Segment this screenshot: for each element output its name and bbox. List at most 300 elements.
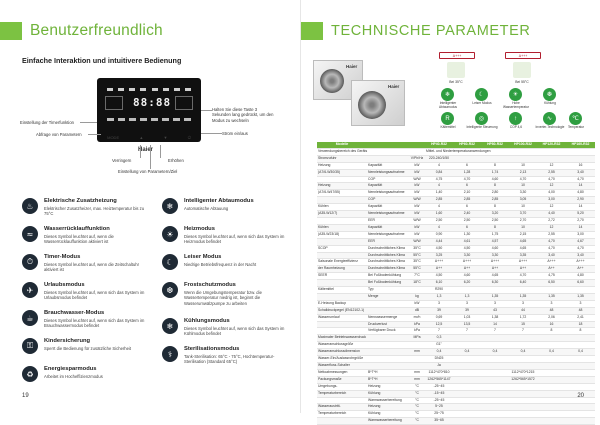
table-cell: 12 xyxy=(537,162,566,169)
table-cell: 1,3 xyxy=(453,293,481,300)
feature-item xyxy=(162,226,290,256)
table-cell xyxy=(367,148,409,155)
feature-title: Leiser Modus xyxy=(184,254,222,260)
inverter-icon: ∿ xyxy=(543,112,556,125)
table-cell xyxy=(481,376,509,383)
table-cell xyxy=(317,328,367,335)
feature-item xyxy=(22,310,150,340)
table-row xyxy=(317,211,595,218)
table-row xyxy=(317,356,595,363)
table-cell: kW xyxy=(409,224,425,231)
table-row xyxy=(317,369,595,376)
table-cell: Warmwasserbereitung xyxy=(367,418,409,425)
feature-title: Intelligenter Abtaumodus xyxy=(184,198,254,204)
table-cell xyxy=(317,280,367,287)
cooling-icon: ❆ xyxy=(543,88,556,101)
outdoor-unit xyxy=(351,80,405,126)
table-cell: 12,5 xyxy=(425,321,453,328)
table-cell: 1,38 xyxy=(481,314,509,321)
table-cell: 2,50 xyxy=(425,217,453,224)
heating-icon: ☀ xyxy=(509,88,522,101)
table-cell xyxy=(317,321,367,328)
feature-item xyxy=(22,282,150,312)
feature-icon-label: Intelligente Steuerung xyxy=(466,125,498,129)
table-cell: 0,4 xyxy=(453,349,481,356)
table-cell: 55°C xyxy=(409,266,425,273)
table-cell: 3 xyxy=(453,300,481,307)
table-cell: °C xyxy=(409,397,425,404)
table-cell: 0,4 xyxy=(509,349,537,356)
table-cell xyxy=(566,383,595,390)
table-cell: Kühlen xyxy=(317,224,367,231)
table-cell xyxy=(566,155,595,162)
quiet-icon: ☾ xyxy=(162,254,178,270)
table-cell: 8 xyxy=(537,328,566,335)
table-cell xyxy=(453,335,481,342)
table-cell: 0,4 xyxy=(425,349,453,356)
table-cell: 0,69 xyxy=(425,314,453,321)
table-cell: 6,50 xyxy=(537,280,566,287)
table-cell xyxy=(453,404,481,411)
table-cell: kW xyxy=(409,183,425,190)
table-cell: SEER xyxy=(317,273,367,280)
table-row xyxy=(317,162,595,169)
table-cell xyxy=(509,404,537,411)
energy-rating-badge: A+++ xyxy=(505,52,541,59)
table-row xyxy=(317,183,595,190)
table-cell xyxy=(317,217,367,224)
table-cell: A+++ xyxy=(509,259,537,266)
table-cell xyxy=(537,335,566,342)
table-cell: 7 xyxy=(509,328,537,335)
table-cell: Kühlung xyxy=(367,411,409,418)
table-cell: 1262*565*1147 xyxy=(425,376,453,383)
table-cell xyxy=(537,148,566,155)
table-cell xyxy=(509,411,537,418)
table-cell: EER xyxy=(367,217,409,224)
table-cell: 14 xyxy=(566,224,595,231)
table-cell: °C xyxy=(409,383,425,390)
table-cell: mm xyxy=(409,376,425,383)
defrost-icon: ❄ xyxy=(441,88,454,101)
table-cell xyxy=(453,376,481,383)
table-cell xyxy=(537,376,566,383)
leader-setting xyxy=(150,145,151,169)
table-cell: 2,85 xyxy=(453,197,481,204)
table-cell: Heizung xyxy=(317,162,367,169)
fan-grille xyxy=(320,69,344,93)
table-cell: 10 xyxy=(509,183,537,190)
holiday-icon: ✈ xyxy=(22,282,38,298)
table-cell: 14 xyxy=(566,204,595,211)
table-cell: Druckverlust xyxy=(367,321,409,328)
callout-mode-text: Halten Sie diese Taste 3 Sekunden lang gedrückt, um den Modus zu wechseln xyxy=(212,107,274,123)
table-cell: 8 xyxy=(566,328,595,335)
table-cell xyxy=(566,342,595,349)
table-cell: 0,84 xyxy=(425,169,453,176)
table-cell: 3,30 xyxy=(509,190,537,197)
unit-logo: Haier xyxy=(346,64,358,69)
table-cell: Nettoabmessungen xyxy=(317,369,367,376)
table-cell: A+++ xyxy=(453,259,481,266)
table-cell: Stromzufuhr xyxy=(317,155,367,162)
table-header: HP120-R32 xyxy=(537,142,566,148)
table-header: Modelle xyxy=(317,142,367,148)
table-cell: 2,13 xyxy=(509,169,537,176)
table-cell: Schalldruckpegel (EN12102-1) xyxy=(317,307,367,314)
feature-desc: Dieses Symbol leuchtet auf, wenn sich das System im Kühlmodus befindet xyxy=(184,325,285,337)
table-cell xyxy=(367,300,409,307)
table-cell: COP xyxy=(367,176,409,183)
table-cell: 6 xyxy=(453,183,481,190)
table-cell: kW xyxy=(409,169,425,176)
callout-decrease: Verringern xyxy=(112,158,132,163)
table-cell: 44 xyxy=(509,307,537,314)
table-cell: 4,50 xyxy=(425,245,453,252)
table-cell: 2,85 xyxy=(425,197,453,204)
table-cell: (A35-W12/7) xyxy=(317,211,367,218)
table-cell: 2,41 xyxy=(566,314,595,321)
table-cell: Saisonale Energieeffizienz xyxy=(317,259,367,266)
table-cell xyxy=(537,369,566,376)
table-cell: kW xyxy=(409,211,425,218)
page-number-left: 19 xyxy=(22,393,29,399)
table-cell: °C xyxy=(409,404,425,411)
table-cell: 4,70 xyxy=(566,245,595,252)
table-cell: 43 xyxy=(481,307,509,314)
table-cell xyxy=(509,383,537,390)
table-cell: Wasserfluss-Schalter xyxy=(317,363,367,370)
table-row xyxy=(317,293,595,300)
table-row xyxy=(317,176,595,183)
table-row xyxy=(317,300,595,307)
table-cell xyxy=(566,418,595,425)
table-row xyxy=(317,418,595,425)
table-cell xyxy=(317,176,367,183)
table-cell: 3,70 xyxy=(509,211,537,218)
feature-item xyxy=(22,198,150,228)
table-cell: 3,40 xyxy=(566,169,595,176)
energy-rating-badge: A+++ xyxy=(439,52,475,59)
table-row xyxy=(317,376,595,383)
table-cell: 55°C xyxy=(409,252,425,259)
feature-item xyxy=(22,366,150,396)
table-cell: 2,55 xyxy=(537,231,566,238)
table-cell: Umgebungs- xyxy=(317,383,367,390)
table-cell: m³/h xyxy=(409,314,425,321)
table-cell: Wasser-Ein/Auslassrohrgröße xyxy=(317,356,367,363)
table-cell xyxy=(317,293,367,300)
table-cell xyxy=(509,397,537,404)
feature-icon-label: Kühlung xyxy=(544,101,556,105)
table-cell: 3,30 xyxy=(453,252,481,259)
table-cell xyxy=(367,307,409,314)
callout-params: Abfrage von Parametern xyxy=(36,132,82,137)
table-cell xyxy=(453,411,481,418)
table-cell: -25~45 xyxy=(425,383,453,390)
table-cell xyxy=(453,418,481,425)
table-cell: Maximaler Betriebswasserdruck xyxy=(317,335,367,342)
table-cell: 8 xyxy=(481,224,509,231)
table-row xyxy=(317,273,595,280)
table-cell xyxy=(566,356,595,363)
table-cell: 3,05 xyxy=(509,197,537,204)
feature-item xyxy=(162,346,290,376)
quiet-icon: ☾ xyxy=(475,88,488,101)
table-cell: Heizung xyxy=(317,183,367,190)
table-header: HP60-R32 xyxy=(453,142,481,148)
left-page xyxy=(0,0,300,413)
table-cell: 4,70 xyxy=(509,176,537,183)
table-row xyxy=(317,321,595,328)
table-cell: 2,72 xyxy=(537,217,566,224)
table-cell: Kapazität xyxy=(367,204,409,211)
frost-icon: ❆ xyxy=(162,282,178,298)
table-cell xyxy=(481,404,509,411)
table-row xyxy=(317,217,595,224)
table-cell: B*T*H xyxy=(367,376,409,383)
table-cell: 1,03 xyxy=(453,314,481,321)
table-cell: A++ xyxy=(566,266,595,273)
feature-desc: Wenn die Umgebungstemperatur bzw. die Wassertemperatur niedrig ist, beginnt die Wasserumwälzpumpe zu arbeiten xyxy=(184,289,262,306)
feature-title: Sterilisationsmodus xyxy=(184,346,240,352)
feature-title: Elektrische Zusatzheizung xyxy=(44,198,117,204)
table-cell: 4,65 xyxy=(509,238,537,245)
table-row xyxy=(317,238,595,245)
table-header: HP160-R32 xyxy=(566,142,595,148)
table-cell xyxy=(537,287,566,294)
table-cell xyxy=(481,418,509,425)
table-cell: 16 xyxy=(537,321,566,328)
table-cell: Bei Fußbodenkühlung xyxy=(367,273,409,280)
table-cell: kW xyxy=(409,162,425,169)
table-cell: Kapazität xyxy=(367,162,409,169)
table-cell: 0,4 xyxy=(481,349,509,356)
table-cell xyxy=(409,356,425,363)
table-cell xyxy=(367,342,409,349)
table-cell xyxy=(453,155,481,162)
table-cell: °C xyxy=(409,418,425,425)
table-cell: °C xyxy=(409,390,425,397)
table-row xyxy=(317,280,595,287)
table-cell: 4,57 xyxy=(481,238,509,245)
table-cell: 8 xyxy=(481,204,509,211)
table-cell: der Raumheizung xyxy=(317,266,367,273)
table-cell xyxy=(566,148,595,155)
status-indicators xyxy=(107,88,191,92)
table-cell xyxy=(481,287,509,294)
table-row xyxy=(317,314,595,321)
table-cell: 4,70 xyxy=(537,176,566,183)
table-cell: 10 xyxy=(509,162,537,169)
spec-table-body xyxy=(317,148,595,424)
table-cell: 2,06 xyxy=(537,314,566,321)
table-cell: Nennleistungsaufnahme xyxy=(367,190,409,197)
table-cell: Menge xyxy=(367,293,409,300)
feature-title: Frostschutzmodus xyxy=(184,282,236,288)
table-cell: 8 xyxy=(481,162,509,169)
table-cell: Kältemittel xyxy=(317,287,367,294)
table-cell: 2,15 xyxy=(509,231,537,238)
table-cell: 1,35 xyxy=(509,293,537,300)
table-row xyxy=(317,224,595,231)
table-cell: kW xyxy=(409,204,425,211)
table-cell: 2,50 xyxy=(453,217,481,224)
table-cell: MPa xyxy=(409,335,425,342)
table-cell: 3,35 xyxy=(509,252,537,259)
table-cell: 4,65 xyxy=(481,273,509,280)
table-cell: Durchschnittliches Klima xyxy=(367,245,409,252)
leader-decrease xyxy=(140,145,141,158)
table-row xyxy=(317,197,595,204)
table-cell: 4,75 xyxy=(537,273,566,280)
feature-icon-label: Inverter-Technologie xyxy=(535,125,565,129)
spec-table xyxy=(317,142,595,425)
table-cell: G1" xyxy=(425,342,453,349)
table-cell: 14 xyxy=(566,183,595,190)
table-cell xyxy=(566,411,595,418)
table-cell: 7 xyxy=(453,328,481,335)
energy-label-icon xyxy=(513,62,531,78)
table-cell: 4 xyxy=(425,224,453,231)
table-cell: 6,20 xyxy=(453,280,481,287)
table-cell: Wasseranschlussgröße xyxy=(317,342,367,349)
feature-title: Timer-Modus xyxy=(44,254,81,260)
table-cell: 16 xyxy=(566,162,595,169)
table-cell: 18°C xyxy=(409,280,425,287)
table-cell: Kapazität xyxy=(367,224,409,231)
feature-item xyxy=(22,254,150,284)
table-cell: Wasseraustritt- xyxy=(317,404,367,411)
table-cell xyxy=(453,342,481,349)
table-row xyxy=(317,411,595,418)
table-cell: 12 xyxy=(537,204,566,211)
power-button[interactable]: ⏻ xyxy=(187,134,191,140)
table-cell: 48 xyxy=(566,307,595,314)
table-cell: Mittel- und Niedertemperaturanwendungen xyxy=(425,148,453,155)
table-cell: 1,75 xyxy=(481,231,509,238)
table-cell: Kühlung xyxy=(367,390,409,397)
table-cell xyxy=(367,335,409,342)
feature-item xyxy=(162,282,290,312)
table-cell: Kühlen xyxy=(317,204,367,211)
table-cell: Wasserumlauf xyxy=(317,314,367,321)
table-cell: 3,30 xyxy=(481,252,509,259)
table-header: HP40-R32 xyxy=(425,142,453,148)
table-cell: 12 xyxy=(537,224,566,231)
table-cell: 1112*470*810 xyxy=(425,369,453,376)
table-row xyxy=(317,335,595,342)
table-cell: 4,70 xyxy=(453,176,481,183)
eco-icon: ♻ xyxy=(22,366,38,382)
table-cell: 2,55 xyxy=(537,169,566,176)
table-cell: Nennleistungsaufnahme xyxy=(367,211,409,218)
table-cell: Verwendungsbereich des Geräts xyxy=(317,148,367,155)
table-cell xyxy=(481,335,509,342)
timer-icon: ⏱ xyxy=(22,254,38,270)
table-cell: Packungsmaße xyxy=(317,376,367,383)
table-cell xyxy=(453,369,481,376)
table-row xyxy=(317,328,595,335)
table-cell: (A7/6-W30/35) xyxy=(317,169,367,176)
table-cell: 4,60 xyxy=(481,176,509,183)
table-cell: Temperaturbereich xyxy=(317,411,367,418)
feature-title: Urlaubsmodus xyxy=(44,282,85,288)
table-cell: W/W xyxy=(409,176,425,183)
table-row xyxy=(317,259,595,266)
table-cell: 3 xyxy=(425,300,453,307)
table-cell: kW xyxy=(409,190,425,197)
feature-title: Brauchwasser-Modus xyxy=(44,310,105,316)
table-cell xyxy=(537,363,566,370)
table-cell: kPa xyxy=(409,321,425,328)
up-button[interactable]: ▲ xyxy=(139,134,144,140)
page-number-right: 20 xyxy=(577,393,584,399)
table-cell: Nennleistungsaufnahme xyxy=(367,231,409,238)
table-cell: 1,40 xyxy=(425,190,453,197)
table-cell xyxy=(509,342,537,349)
table-cell: °C xyxy=(409,411,425,418)
table-cell xyxy=(566,335,595,342)
table-cell: Temperaturbereich xyxy=(317,390,367,397)
feature-desc: Arbeitet im Hocheffizienzmodus xyxy=(44,373,103,379)
feature-desc: Dieses Symbol leuchtet auf, wenn sich das System im Urlaubsmodus befindet xyxy=(44,289,145,301)
table-cell xyxy=(537,404,566,411)
table-row xyxy=(317,155,595,162)
table-cell: 4,00 xyxy=(537,190,566,197)
table-cell: 5,20 xyxy=(566,211,595,218)
table-cell: 2,70 xyxy=(509,217,537,224)
sterilization-icon: ⚕ xyxy=(162,346,178,362)
table-cell: 6 xyxy=(453,162,481,169)
table-cell: 1,35 xyxy=(481,293,509,300)
table-cell: (A7/6-W47/55) xyxy=(317,190,367,197)
table-cell: 3,40 xyxy=(566,252,595,259)
feature-desc: Dieses Symbol leuchtet auf, wenn sich das System im Heizmodus befindet xyxy=(184,233,285,245)
table-cell: Warmwasserbereitung xyxy=(367,397,409,404)
table-cell: R290 xyxy=(425,287,453,294)
table-cell: 4,67 xyxy=(566,238,595,245)
table-cell xyxy=(453,363,481,370)
table-cell: 35°C xyxy=(409,245,425,252)
table-cell: 6,10 xyxy=(425,280,453,287)
table-cell xyxy=(509,287,537,294)
table-cell: 25~75 xyxy=(425,411,453,418)
down-button[interactable]: ▼ xyxy=(163,134,168,140)
table-cell xyxy=(509,335,537,342)
table-cell: 15 xyxy=(509,321,537,328)
table-cell: 4,44 xyxy=(425,238,453,245)
table-cell: B*T*H xyxy=(367,369,409,376)
table-cell xyxy=(566,363,595,370)
leader-power xyxy=(201,133,222,134)
table-cell xyxy=(317,197,367,204)
table-cell: 3 xyxy=(537,300,566,307)
table-cell: Durchschnittliches Klima xyxy=(367,266,409,273)
table-cell: 2,90 xyxy=(566,197,595,204)
feature-desc: Dieses Symbol leuchtet auf, wenn die Zeitschaltuhr aktiviert ist xyxy=(44,261,139,273)
table-cell: 1,28 xyxy=(453,169,481,176)
mode-button[interactable]: MODE xyxy=(107,134,120,140)
table-cell: 1,72 xyxy=(509,314,537,321)
table-row xyxy=(317,266,595,273)
table-cell: 35~65 xyxy=(425,418,453,425)
title-accent xyxy=(301,22,323,40)
table-cell: A+++ xyxy=(425,259,453,266)
table-cell: 1,74 xyxy=(481,169,509,176)
page-subtitle: Einfache Interaktion und intuitivere Bedienung xyxy=(22,56,182,65)
table-cell: Nennleistungsaufnahme xyxy=(367,169,409,176)
